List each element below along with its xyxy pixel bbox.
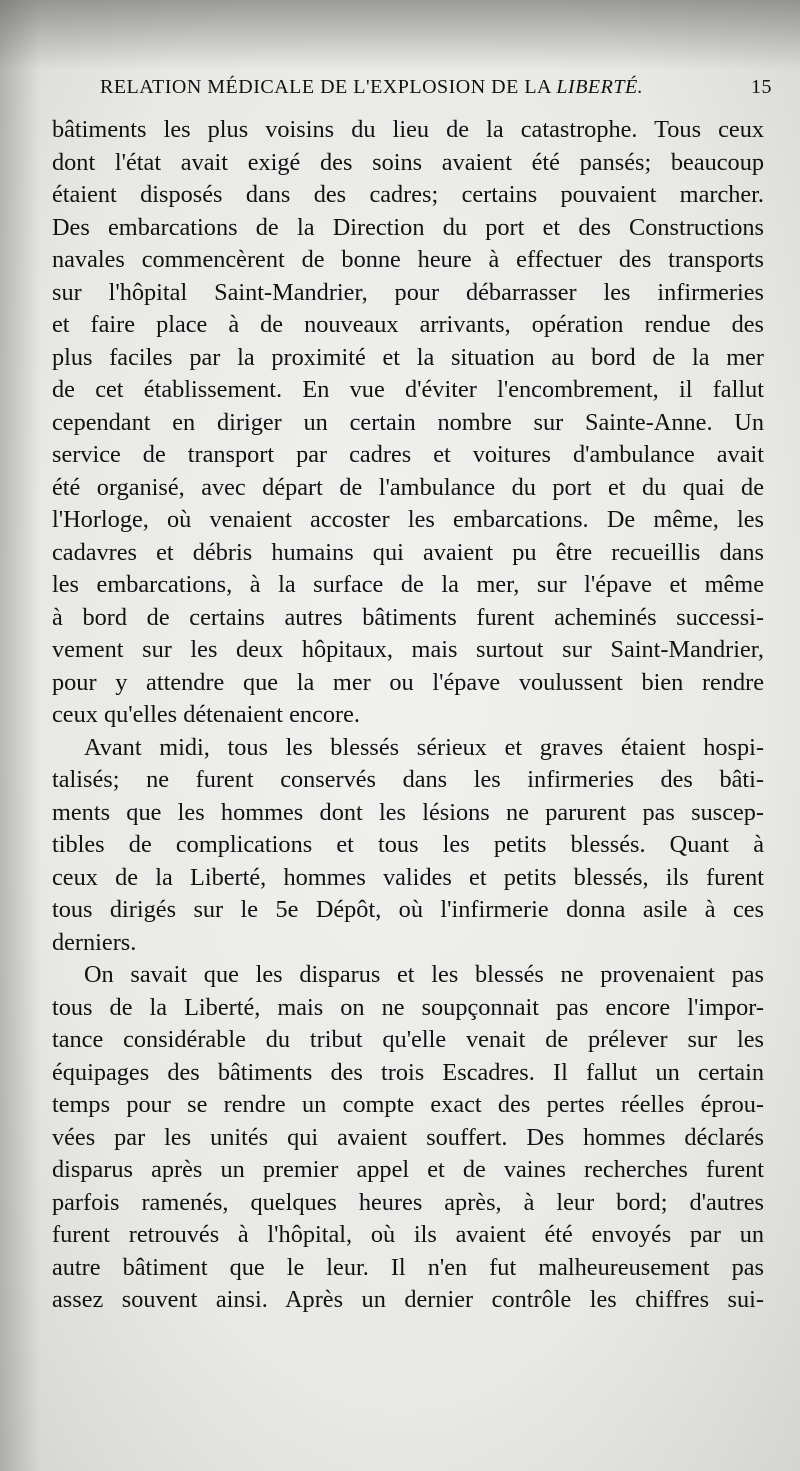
text-line: tous dirigés sur le 5e Dépôt, où l'infirmerie donna asile à ces xyxy=(52,896,764,923)
paragraph-2 xyxy=(52,732,764,960)
paragraph-3 xyxy=(52,959,764,1317)
running-title xyxy=(100,76,643,99)
text-line: de cet établissement. En vue d'éviter l'encombrement, il fallut xyxy=(52,376,764,403)
scan-shadow-top xyxy=(0,0,800,70)
text-line: plus faciles par la proximité et la situation au bord de la mer xyxy=(52,343,764,371)
scan-shadow-left xyxy=(0,0,40,1471)
text-line: ceux de la Liberté, hommes valides et petits blessés, ils furent xyxy=(52,863,764,891)
text-line: vement sur les deux hôpitaux, mais surtout sur Saint-Mandrier, xyxy=(52,636,764,663)
page-header xyxy=(100,76,772,106)
text-line: derniers. xyxy=(52,928,137,956)
text-line: tance considérable du tribut qu'elle venait de prélever sur les xyxy=(52,1026,764,1053)
text-line: pour y attendre que la mer ou l'épave voulussent bien rendre xyxy=(52,668,764,696)
text-line: l'Horloge, où venaient accoster les embarcations. De même, les xyxy=(52,506,764,533)
text-line: navales commencèrent de bonne heure à effectuer des transports xyxy=(52,246,764,273)
text-line: temps pour se rendre un compte exact des pertes réelles éprou- xyxy=(52,1091,764,1118)
text-line: autre bâtiment que le leur. Il n'en fut malheureusement pas xyxy=(52,1253,764,1281)
text-line: équipages des bâtiments des trois Escadres. Il fallut un certain xyxy=(52,1058,764,1086)
running-title-italic: LIBERTÉ. xyxy=(556,76,644,98)
text-line: sur l'hôpital Saint-Mandrier, pour débarrasser les infirmeries xyxy=(52,278,764,306)
text-line: vées par les unités qui avaient souffert. Des hommes déclarés xyxy=(52,1123,764,1151)
text-line: et faire place à de nouveaux arrivants, opération rendue des xyxy=(52,311,764,338)
page-number: 15 xyxy=(751,76,772,98)
text-line: service de transport par cadres et voitures d'ambulance avait xyxy=(52,441,764,468)
text-line: talisés; ne furent conservés dans les infirmeries des bâti- xyxy=(52,766,764,793)
text-line: à bord de certains autres bâtiments furent acheminés successi- xyxy=(52,603,764,631)
text-line: disparus après un premier appel et de vaines recherches furent xyxy=(52,1156,764,1183)
text-line: cependant en diriger un certain nombre sur Sainte-Anne. Un xyxy=(52,408,764,436)
text-line: cadavres et débris humains qui avaient pu être recueillis dans xyxy=(52,538,764,566)
text-line: été organisé, avec départ de l'ambulance du port et du quai de xyxy=(52,473,764,501)
text-line: tous de la Liberté, mais on ne soupçonnait pas encore l'impor- xyxy=(52,993,764,1021)
text-line: dont l'état avait exigé des soins avaient été pansés; beaucoup xyxy=(52,148,764,176)
text-line: étaient disposés dans des cadres; certains pouvaient marcher. xyxy=(52,181,764,208)
paragraph-1 xyxy=(52,114,764,732)
text-line: Des embarcations de la Direction du port et des Constructions xyxy=(52,213,764,241)
text-line: furent retrouvés à l'hôpital, où ils avaient été envoyés par un xyxy=(52,1221,764,1248)
text-line: ments que les hommes dont les lésions ne parurent pas suscep- xyxy=(52,798,764,826)
text-line: les embarcations, à la surface de la mer, sur l'épave et même xyxy=(52,571,764,598)
text-line: tibles de complications et tous les petits blessés. Quant à xyxy=(52,831,764,858)
text-line: On savait que les disparus et les blessés ne provenaient pas xyxy=(84,961,764,988)
text-line: Avant midi, tous les blessés sérieux et graves étaient hospi- xyxy=(84,733,764,761)
text-line: ceux qu'elles détenaient encore. xyxy=(52,701,360,728)
text-line: assez souvent ainsi. Après un dernier contrôle les chiffres sui- xyxy=(52,1286,764,1313)
running-title-main: RELATION MÉDICALE DE L'EXPLOSION DE LA xyxy=(100,76,557,98)
body-text xyxy=(52,114,764,1317)
text-line: bâtiments les plus voisins du lieu de la catastrophe. Tous ceux xyxy=(52,116,764,143)
text-line: parfois ramenés, quelques heures après, à leur bord; d'autres xyxy=(52,1188,764,1216)
